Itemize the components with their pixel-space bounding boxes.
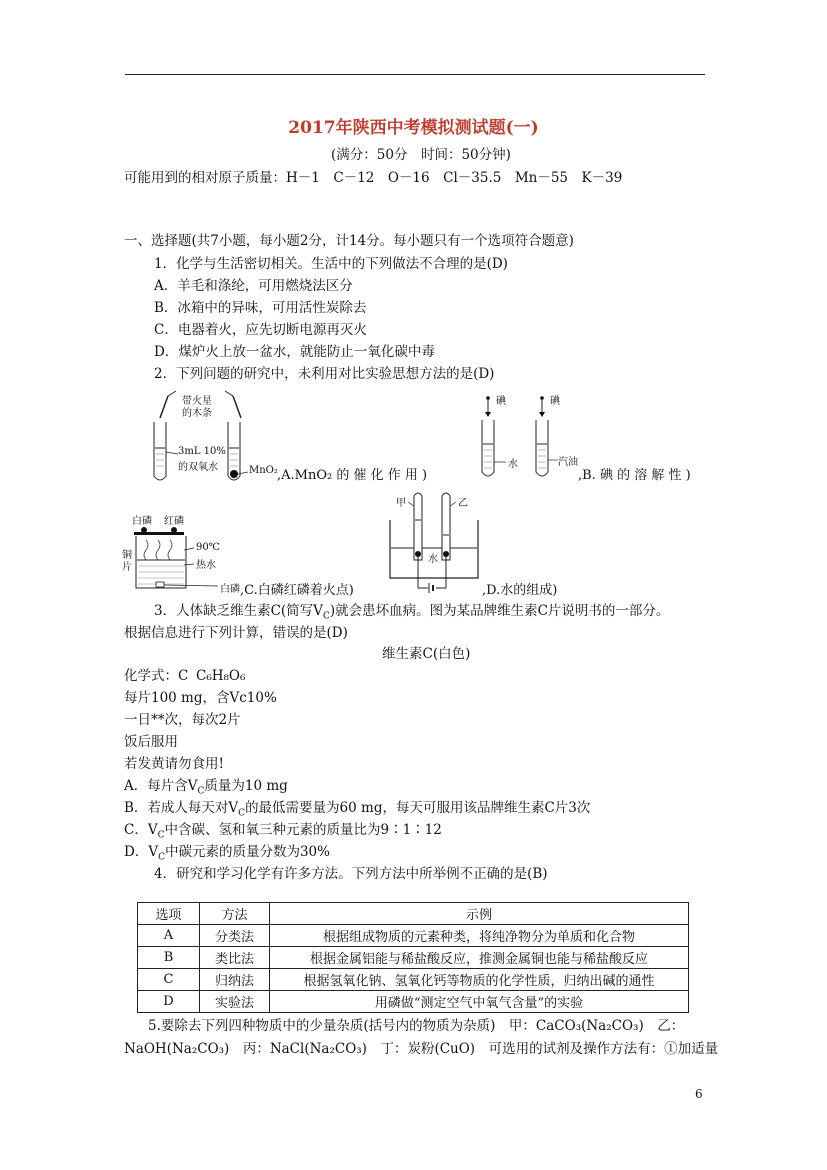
q4-table <box>137 902 689 1013</box>
q5-line2: NaOH(Na₂CO₃) 丙：NaCl(Na₂CO₃) 丁：炭粉(CuO) 可选用的试剂及操作方法有：①加适量 <box>124 1041 719 1057</box>
q3-after-meal: 饭后服用 <box>124 734 178 750</box>
q3-stem-part2: )就会患坏血病。图为某品牌维生素C片说明书的一部分。 <box>329 603 670 619</box>
page-title: 2017年陕西中考模拟测试题(一) <box>288 118 539 138</box>
q3-c-sub: C <box>157 830 165 841</box>
fig-d-jia: 甲 <box>396 498 406 509</box>
q3-per-tablet: 每片100 mg，含Vc10% <box>124 690 277 706</box>
q3-warning: 若发黄请勿食用! <box>124 756 224 772</box>
table-cell: 分类法 <box>200 925 270 947</box>
table-header-cell: 选项 <box>138 903 200 925</box>
figure-d-electrolysis <box>386 490 486 596</box>
table-cell: 根据氢氧化钠、氢氧化钙等物质的化学性质，归纳出碱的通性 <box>270 969 689 991</box>
fig-a-label-mno2: MnO₂ <box>249 465 278 476</box>
fig-d-water: 水 <box>428 554 438 565</box>
q3-formula: 化学式：C <box>124 668 189 684</box>
table-cell: 实验法 <box>200 991 270 1013</box>
fig-c-hot-water: 热水 <box>196 560 216 571</box>
fig-c-caption: ,C.白磷红磷着火点) <box>240 583 354 598</box>
table-header-row <box>138 903 689 925</box>
q1-stem: 1．化学与生活密切相关。生活中的下列做法不合理的是(D) <box>154 256 508 272</box>
table-cell: A <box>138 925 200 947</box>
table-row <box>138 969 689 991</box>
q1-option-d: D．煤炉火上放一盆水，就能防止一氧化碳中毒 <box>154 344 435 360</box>
q3-c-rest: 中含碳、氢和氧三种元素的质量比为9∶1∶12 <box>164 822 442 838</box>
q1-option-c: C．电器着火，应先切断电源再灭火 <box>154 322 367 338</box>
q3-d-rest: 中碳元素的质量分数为30% <box>164 844 330 860</box>
header-rule <box>125 74 705 75</box>
fig-b-caption: ,B. 碘 的 溶 解 性 ) <box>578 468 691 483</box>
q3-stem-line2: 根据信息进行下列计算，错误的是(D) <box>124 625 348 641</box>
q3-formula-value: C₆H₈O₆ <box>196 668 246 684</box>
q3-label-title: 维生素C(白色) <box>382 646 471 662</box>
q3-d-sub: C <box>158 852 165 863</box>
q1-option-a: A．羊毛和涤纶，可用燃烧法区分 <box>154 278 353 294</box>
q3-c-text: C．V <box>124 822 158 838</box>
fig-b-iodine-1: 碘 <box>496 396 506 407</box>
q3-d-text: D．V <box>124 844 159 860</box>
q3-b-text: B．若成人每天对V <box>124 800 239 816</box>
table-cell: 根据组成物质的元素种类，将纯净物分为单质和化合物 <box>270 925 689 947</box>
figure-b-iodine <box>478 392 578 484</box>
fig-c-copper: 铜 <box>122 550 132 561</box>
q3-b-rest: 的最低需要量为60 mg，每天可服用该品牌维生素C片3次 <box>245 800 591 816</box>
fig-c-white-p-2: 白磷 <box>220 584 240 595</box>
q3-b-sub: C <box>238 808 246 819</box>
q3-a-text: A．每片含V <box>124 778 198 794</box>
q3-stem-part1: 3．人体缺乏维生素C(简写V <box>154 603 323 619</box>
q2-stem: 2．下列问题的研究中，未利用对比实验思想方法的是(D) <box>154 366 495 382</box>
fig-c-white-p: 白磷 <box>132 516 152 527</box>
table-cell: 类比法 <box>200 947 270 969</box>
section-heading: 一、选择题(共7小题，每小题2分，计14分。每小题只有一个选项符合题意) <box>124 233 574 249</box>
q3-stem-sub: C <box>322 611 330 622</box>
table-header-cell: 方法 <box>200 903 270 925</box>
fig-b-iodine-2: 碘 <box>550 396 560 407</box>
table-cell: 根据金属铝能与稀盐酸反应，推测金属铜也能与稀盐酸反应 <box>270 947 689 969</box>
table-row <box>138 947 689 969</box>
fig-d-yi: 乙 <box>458 498 468 509</box>
q3-a-rest: 质量为10 mg <box>204 778 288 794</box>
fig-b-water: 水 <box>508 459 518 470</box>
figure-a-catalysis <box>140 388 290 488</box>
table-cell: 用磷做“测定空气中氧气含量”的实验 <box>270 991 689 1013</box>
q1-option-b: B．冰箱中的异味，可用活性炭除去 <box>154 300 367 316</box>
q3-dose: 一日**次，每次2片 <box>124 712 241 728</box>
fig-b-gasoline: 汽油 <box>558 457 578 468</box>
fig-a-caption: ,A.MnO₂ 的 催 化 作 用 ) <box>277 468 428 483</box>
table-cell: B <box>138 947 200 969</box>
fig-d-caption: ,D.水的组成) <box>482 583 558 598</box>
fig-a-label-h2o2-1: 3mL 10% <box>178 446 226 457</box>
fig-c-temp: 90℃ <box>196 542 220 553</box>
table-cell: 归纳法 <box>200 969 270 991</box>
table-row <box>138 925 689 947</box>
table-header-cell: 示例 <box>270 903 689 925</box>
q3-a-sub: C <box>197 786 205 797</box>
atomic-masses: 可能用到的相对原子质量：H－1 C－12 O－16 Cl－35.5 Mn－55 K－39 <box>124 170 623 186</box>
q4-stem: 4．研究和学习化学有许多方法。下列方法中所举例不正确的是(B) <box>154 866 548 882</box>
fig-a-label-h2o2-2: 的双氧水 <box>178 462 218 473</box>
page-number: 6 <box>695 1087 703 1101</box>
exam-info: (满分：50分 时间：50分钟) <box>331 147 511 163</box>
table-row <box>138 991 689 1013</box>
fig-c-red-p: 红磷 <box>164 516 184 527</box>
q5-line1: 5.要除去下列四种物质中的少量杂质(括号内的物质为杂质) 甲：CaCO₃(Na₂CO₃) 乙： <box>148 1018 685 1034</box>
fig-a-label-splint: 带火星 <box>182 396 212 407</box>
table-cell: D <box>138 991 200 1013</box>
table-cell: C <box>138 969 200 991</box>
fig-a-label-splint2: 的木条 <box>182 408 212 419</box>
fig-c-copper-2: 片 <box>122 562 132 573</box>
